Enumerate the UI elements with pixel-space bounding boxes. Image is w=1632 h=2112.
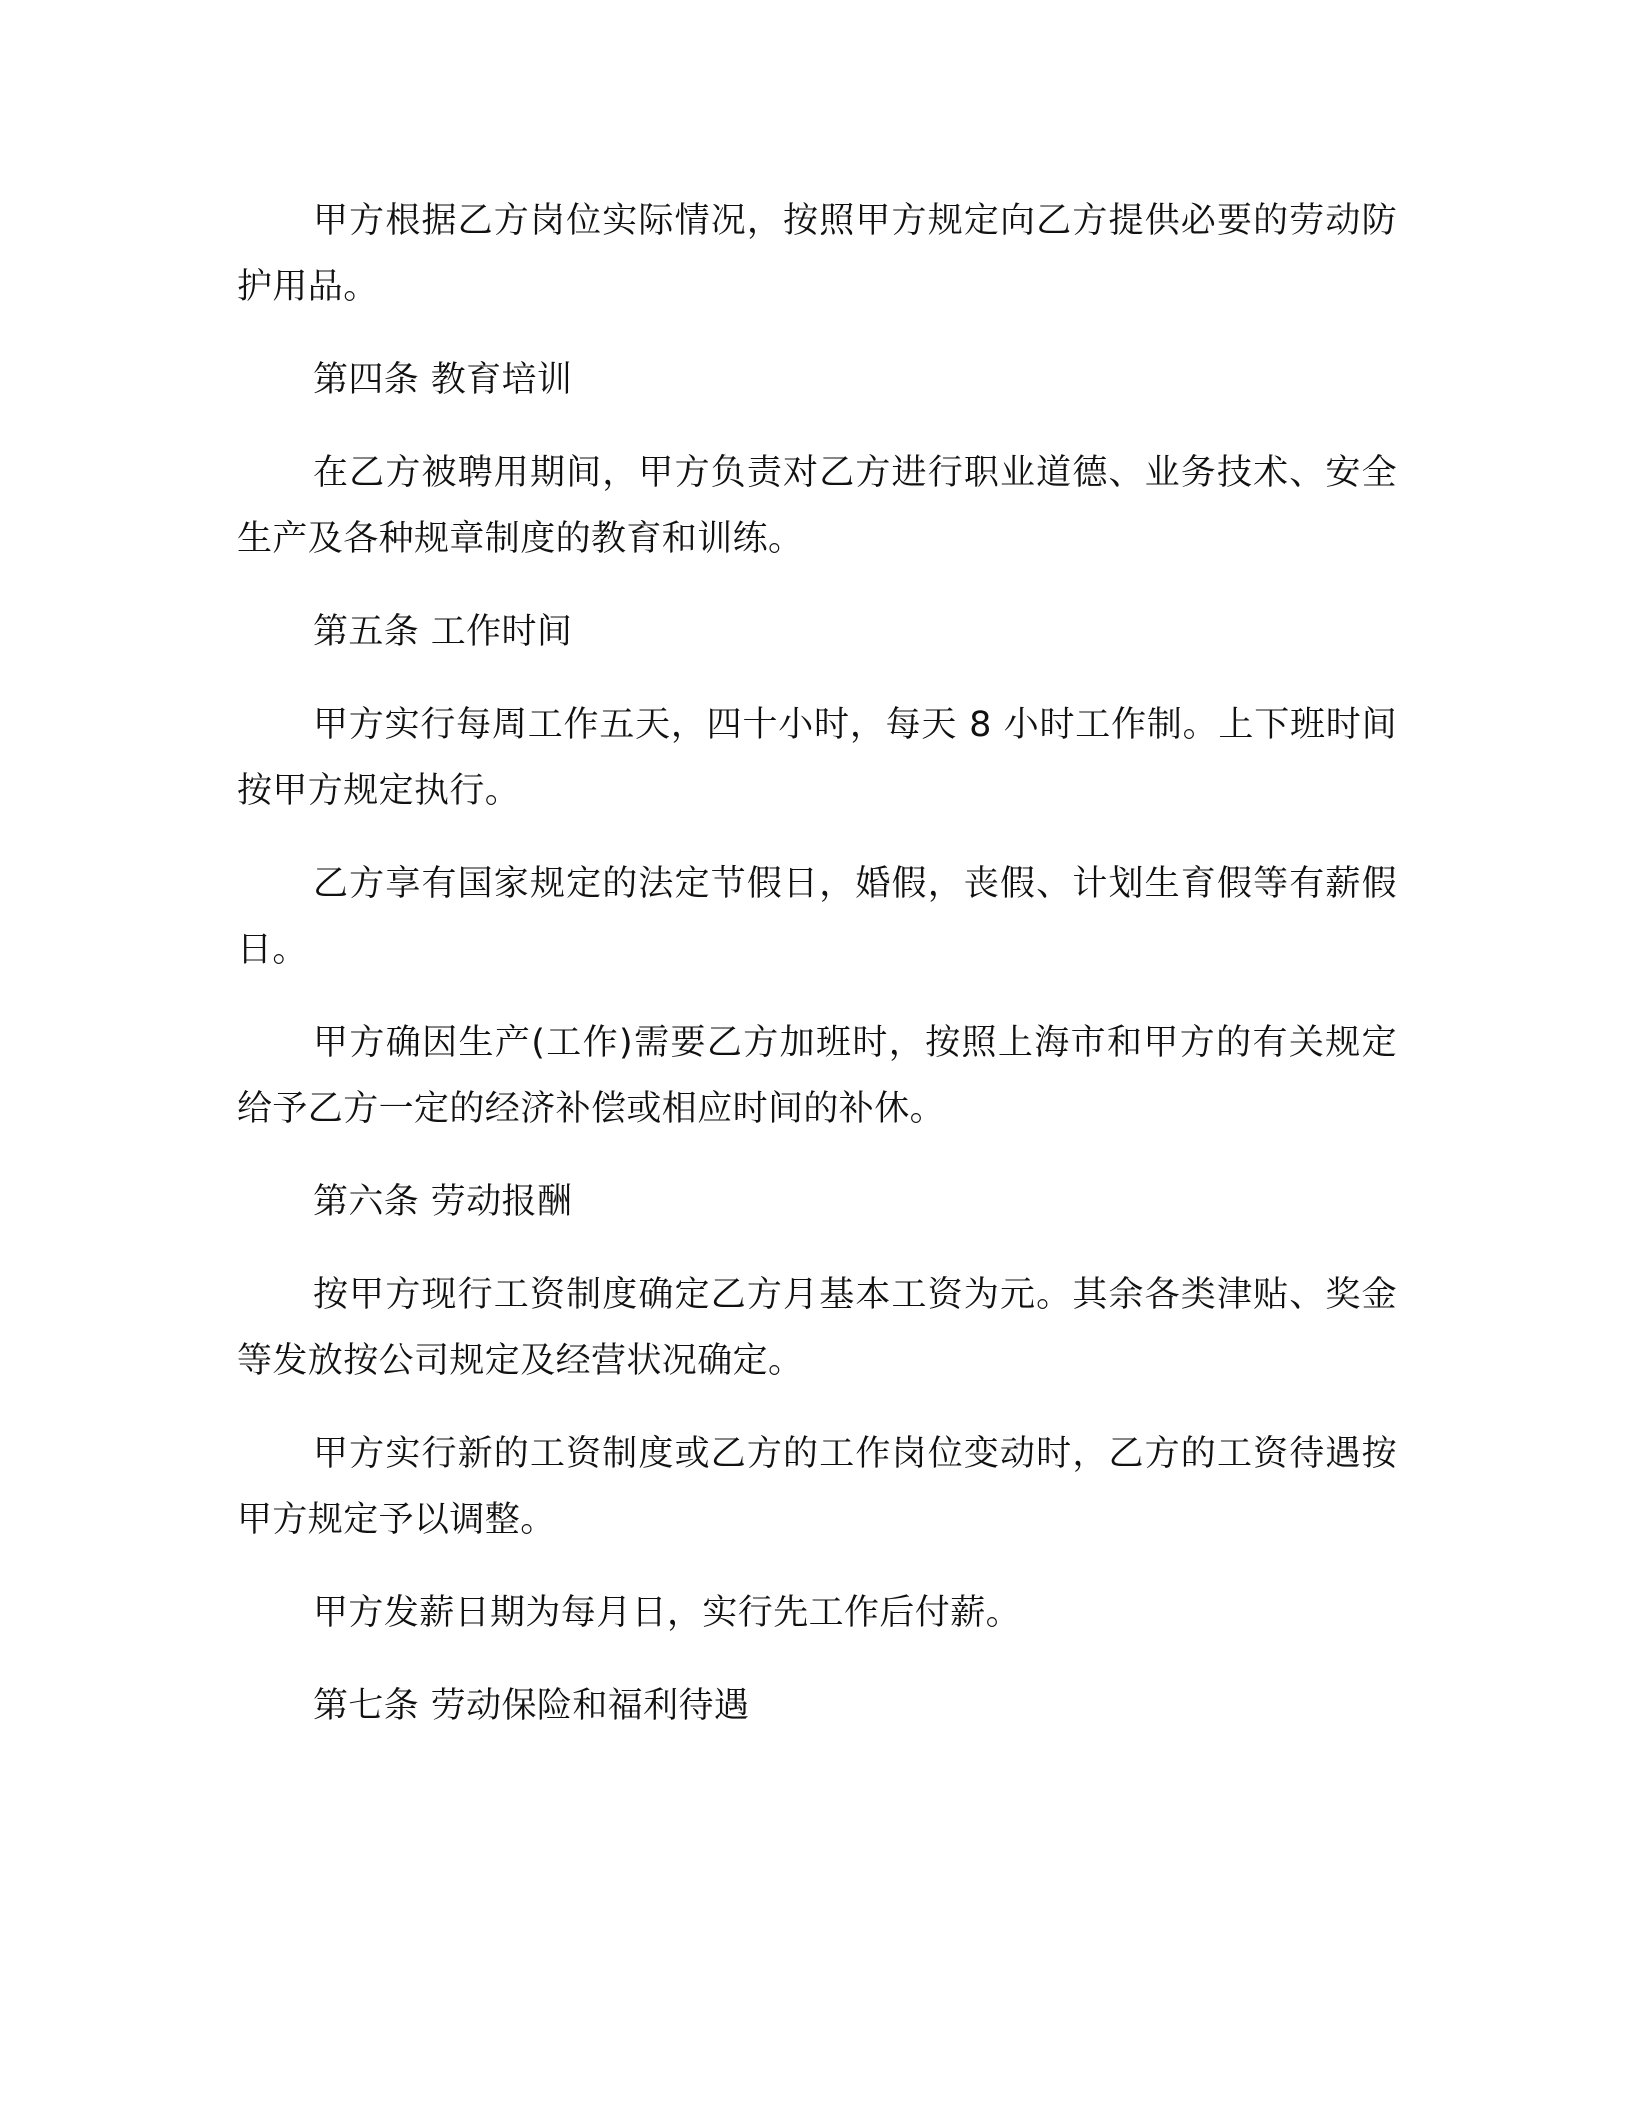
paragraph-overtime: 甲方确因生产(工作)需要乙方加班时，按照上海市和甲方的有关规定给予乙方一定的经济补偿或相应时间的补休。 xyxy=(237,1023,1397,1129)
article-5-heading: 第五条 工作时间 xyxy=(313,612,573,652)
article-6-heading: 第六条 劳动报酬 xyxy=(313,1182,573,1222)
paragraph-protective-equipment: 甲方根据乙方岗位实际情况，按照甲方规定向乙方提供必要的劳动防护用品。 xyxy=(237,201,1397,307)
paragraph-base-salary: 按甲方现行工资制度确定乙方月基本工资为元。其余各类津贴、奖金等发放按公司规定及经营状况确定。 xyxy=(237,1275,1397,1381)
paragraph-salary-adjustment: 甲方实行新的工资制度或乙方的工作岗位变动时，乙方的工资待遇按甲方规定予以调整。 xyxy=(237,1434,1397,1540)
paragraph-training: 在乙方被聘用期间，甲方负责对乙方进行职业道德、业务技术、安全生产及各种规章制度的教育和训练。 xyxy=(237,453,1397,559)
article-7-heading: 第七条 劳动保险和福利待遇 xyxy=(313,1686,750,1726)
paragraph-holidays: 乙方享有国家规定的法定节假日，婚假，丧假、计划生育假等有薪假日。 xyxy=(237,864,1397,970)
paragraph-work-hours: 甲方实行每周工作五天，四十小时，每天 8 小时工作制。上下班时间按甲方规定执行。 xyxy=(237,705,1397,811)
paragraph-payday: 甲方发薪日期为每月日，实行先工作后付薪。 xyxy=(313,1593,1022,1633)
document-body xyxy=(237,188,1397,1766)
article-4-heading: 第四条 教育培训 xyxy=(313,360,573,400)
